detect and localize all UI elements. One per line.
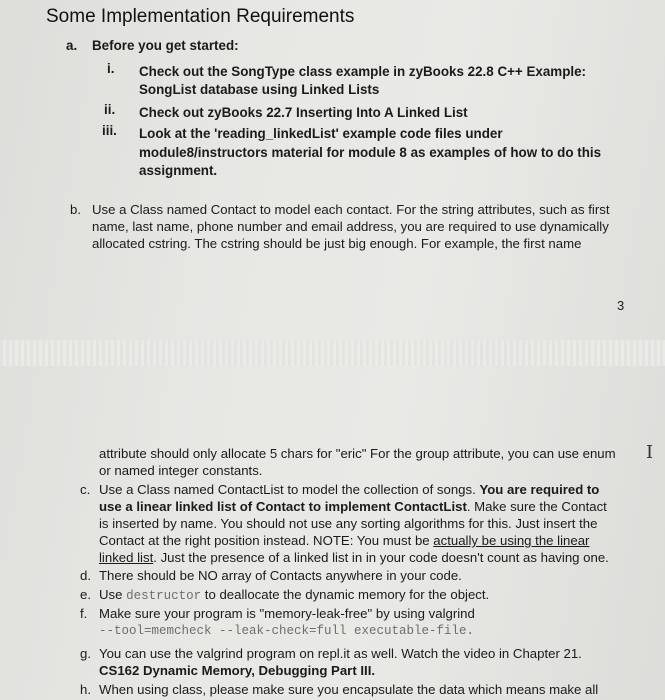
item-i-line1: Check out the SongType class example in zyBooks 22.8 C++ Example:	[139, 64, 587, 79]
section-h-marker: h.	[80, 682, 91, 697]
section-a-heading: Before you get started:	[92, 38, 239, 53]
section-c-line4-underline: actually be using the linear	[433, 533, 590, 548]
section-f-text: Make sure your program is "memory-leak-free" by using valgrind	[99, 606, 475, 621]
section-d-text: There should be NO array of Contacts anywhere in your code.	[99, 568, 462, 583]
section-a-marker: a.	[66, 38, 78, 53]
section-e-text-pre: Use	[99, 587, 127, 602]
section-c-line3: is inserted by name. You should not use any sorting algorithms for this. Just insert the	[99, 516, 598, 531]
section-c-line5	[99, 549, 609, 566]
section-e-marker: e.	[80, 587, 91, 602]
section-b-cont-line1: attribute should only allocate 5 chars for "eric" For the group attribute, you can use enum	[99, 446, 616, 461]
section-c-line4-text: Contact at the right position instead. NOTE: You must be	[99, 533, 434, 548]
section-f-line1	[99, 605, 475, 622]
section-c-line4	[99, 532, 589, 549]
section-h-text: When using class, please make sure you encapsulate the data which means make all	[99, 682, 599, 697]
section-c-marker: c.	[80, 482, 91, 497]
item-iii-line1: Look at the 'reading_linkedList' example code files under	[139, 126, 503, 141]
section-e-text-post: to deallocate the dynamic memory for the object.	[201, 587, 490, 602]
section-f-code-line: --tool=memcheck --leak-check=full executable-file.	[99, 624, 475, 638]
page-number: 3	[617, 298, 625, 313]
section-c-line1	[99, 481, 599, 498]
item-ii-line1: Check out zyBooks 22.7 Inserting Into A Linked List	[139, 105, 468, 120]
item-i-marker: i.	[107, 61, 115, 76]
section-c-line1-bold: You are required to	[479, 482, 600, 497]
section-f-marker: f.	[80, 606, 88, 621]
section-b-line3: allocated cstring. The cstring should be just big enough. For example, the first name	[92, 236, 582, 251]
item-ii-marker: ii.	[104, 102, 116, 117]
section-b-line2: name, last name, phone number and email address, you are required to use dynamically	[92, 219, 609, 234]
page-break	[0, 340, 665, 366]
item-iii-line3: assignment.	[139, 163, 218, 178]
section-c-line2	[99, 498, 607, 515]
section-c-line5-text: . Just the presence of a linked list in in your code doesn't count as having one.	[153, 550, 609, 565]
item-iii-line2: module8/instructors material for module 8 as examples of how to do this	[139, 145, 602, 160]
section-g-line2: CS162 Dynamic Memory, Debugging Part III.	[99, 663, 376, 678]
section-c-line2-text: . Make sure the Contact	[466, 499, 607, 514]
section-e-line	[99, 586, 489, 605]
section-d-marker: d.	[80, 568, 91, 583]
page-title: Some Implementation Requirements	[46, 6, 355, 27]
section-c-line1-text: Use a Class named ContactList to model the collection of songs.	[99, 482, 480, 497]
text-cursor-icon: I	[646, 442, 654, 463]
section-b-line1: Use a Class named Contact to model each contact. For the string attributes, such as first	[92, 202, 610, 217]
section-g-line1: You can use the valgrind program on repl.it as well. Watch the video in Chapter 21.	[99, 646, 582, 661]
section-b-cont-line2: or named integer constants.	[99, 463, 263, 478]
section-b-marker: b.	[70, 202, 81, 217]
section-g-marker: g.	[80, 646, 91, 661]
section-c-line2-bold: use a linear linked list of Contact to implement ContactList	[99, 499, 467, 514]
item-i-line2: SongList database using Linked Lists	[139, 82, 380, 97]
item-iii-marker: iii.	[102, 123, 117, 138]
section-e-code: destructor	[126, 589, 202, 603]
section-c-line5-underline: linked list	[99, 550, 154, 565]
